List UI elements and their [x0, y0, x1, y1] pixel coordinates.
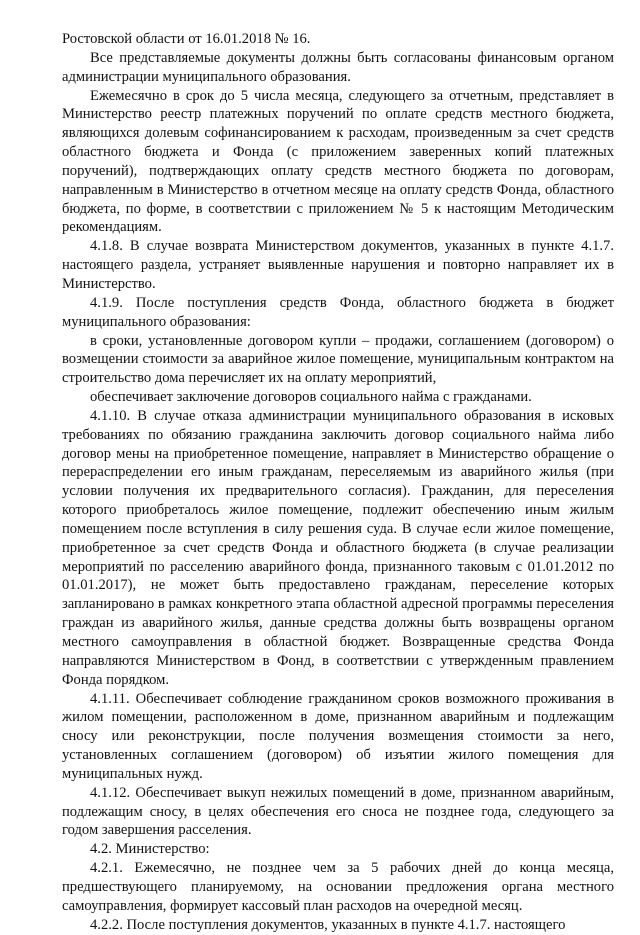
paragraph-4-1-10: 4.1.10. В случае отказа администрации муниципального образования в исковых требованиях по обязанию гражданина заключить договор социального найма либо договор мены на приобретенное помещение, направляет в Министерство обращение о перераспределении его иным гражданам, переселяемым из аварийного жилья (при условии получения их предварительного согласия). Гражданин, для переселения которого приобреталось жилое помещение, подлежит обеспечению иным жилым помещением после вступления в силу решения суда. В случае если жилое помещение, приобретенное за счет средств Фонда и областного бюджета (в случае реализации мероприятий по расселению аварийного фонда, признанного таковым с 01.01.2012 по 01.01.2017), не может быть предоставлено гражданам, переселение которых запланировано в рамках конкретного этапа областной адресной программы переселения граждан из аварийного жилья, данные средства должны быть возвращены органом местного самоуправления в областной бюджет. Возвращенные средства Фонда направляются Министерством в Фонд, в соответствии с утвержденным правлением Фонда порядком.	[62, 407, 614, 688]
paragraph-4-2-1: 4.2.1. Ежемесячно, не позднее чем за 5 рабочих дней до конца месяца, предшествующего планируемому, на основании предложения органа местного самоуправления, формирует кассовый план расходов на очередной месяц.	[62, 860, 614, 914]
paragraph-4-1-8: 4.1.8. В случае возврата Министерством документов, указанных в пункте 4.1.7. настоящего раздела, устраняет выявленные нарушения и повторно направляет их в Министерство.	[62, 238, 614, 292]
paragraph-documents-approval: Все представляемые документы должны быть согласованы финансовым органом администрации муниципального образования.	[62, 49, 614, 85]
document-page	[62, 30, 614, 935]
paragraph-4-1-11: 4.1.11. Обеспечивает соблюдение гражданином сроков возможного проживания в жилом помещении, расположенном в доме, признанном аварийным и подлежащим сносу или реконструкции, после получения возмещения стоимости за него, установленных соглашением (договором) об изъятии жилого помещения для муниципальных нужд.	[62, 690, 614, 782]
section-heading-4-2: 4.2. Министерство:	[90, 841, 210, 858]
paragraph-4-1-9: 4.1.9. После поступления средств Фонда, областного бюджета в бюджет муниципального образования:	[62, 294, 614, 330]
paragraph-4-2-2: 4.2.2. После поступления документов, указанных в пункте 4.1.7. настоящего	[90, 916, 566, 933]
paragraph-continuation: Ростовской области от 16.01.2018 № 16.	[62, 31, 311, 47]
paragraph-monthly-register: Ежемесячно в срок до 5 числа месяца, следующего за отчетным, представляет в Министерство реестр платежных поручений по оплате средств местного бюджета, являющихся долевым софинансированием к расходам, произведенным за счет средств областного бюджета и Фонда (с приложением заверенных копий платежных поручений), подтверждающих оплату средств местного бюджета по договорам, направленным в Министерство в отчетном месяце на оплату средств Фонда, областного бюджета, по форме, в соответствии с приложением № 5 к настоящим Методическим рекомендациям.	[62, 87, 614, 236]
paragraph-4-1-12: 4.1.12. Обеспечивает выкуп нежилых помещений в доме, признанном аварийным, подлежащим сносу, в целях обеспечения его сноса не позднее года, следующего за годом завершения расселения.	[62, 784, 614, 839]
paragraph-4-1-9-terms: в сроки, установленные договором купли – продажи, соглашением (договором) о возмещении стоимости за аварийное жилое помещение, муниципальным контрактом на строительство дома перечисляет их на оплату мероприятий,	[62, 332, 614, 387]
paragraph-4-1-9-contracts: обеспечивает заключение договоров социального найма с гражданами.	[90, 389, 532, 406]
